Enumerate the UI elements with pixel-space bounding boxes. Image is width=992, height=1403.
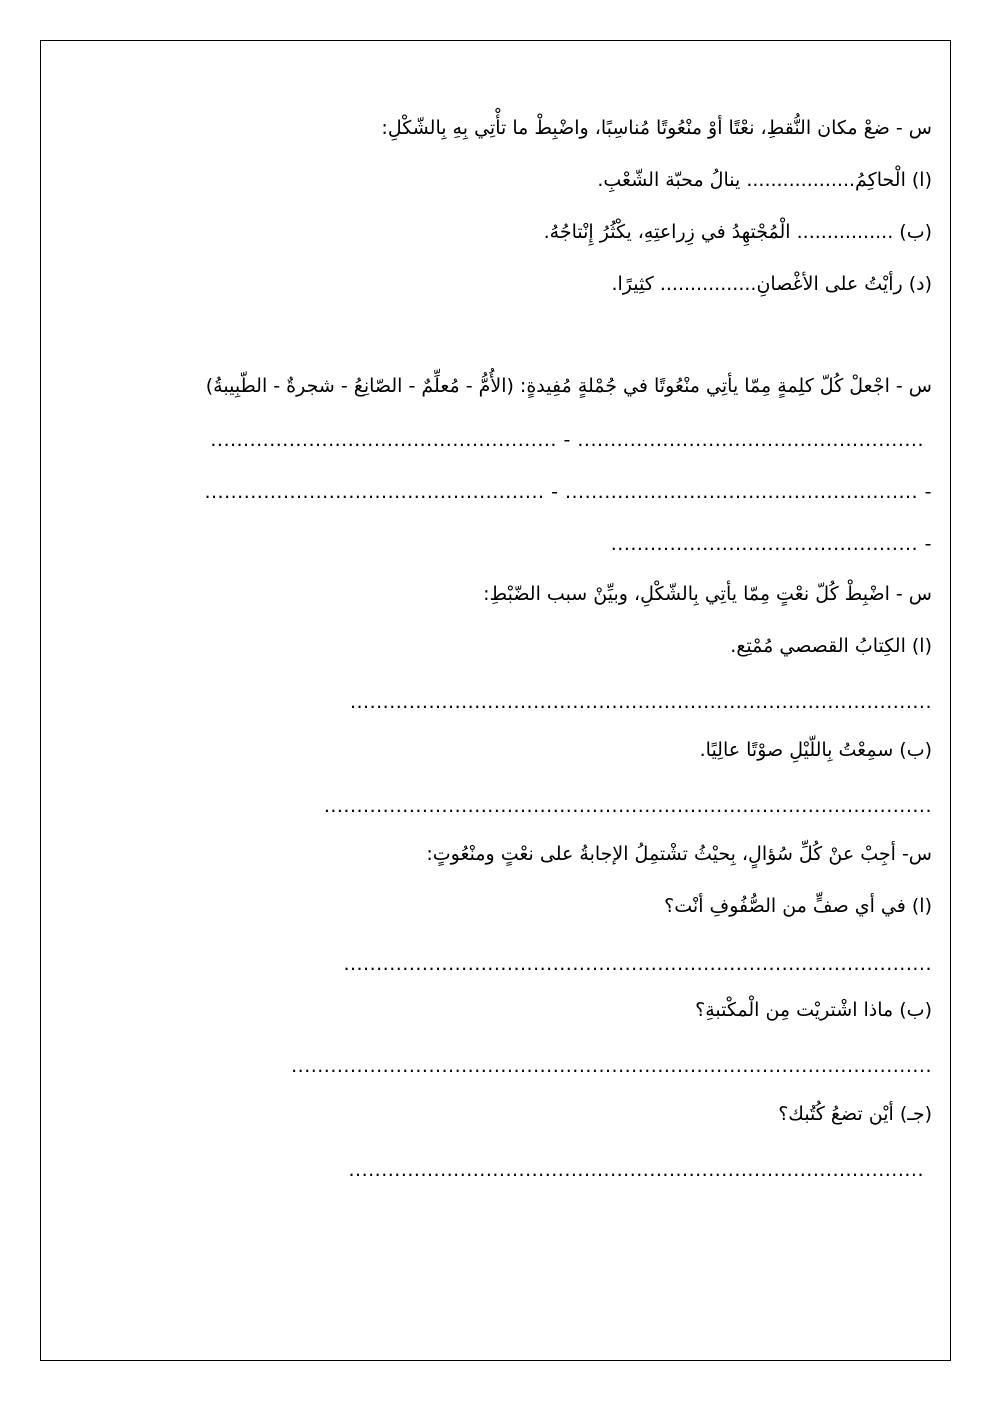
q4-item-a: (ا) في أي صفٍّ من الصُّفُوفِ أنْت؟ xyxy=(664,895,932,917)
q3-item-b: (ب) سمِعْتُ بِاللّيْلِ صوْتًا عالِيًا. xyxy=(699,739,932,761)
q4-item-b: (ب) ماذا اشْتريْت مِن الْمكْتبةِ؟ xyxy=(695,999,932,1021)
q2-answer-line-1[interactable]: ..................................................... - ..................................................... xyxy=(210,429,924,451)
q4-prompt: س- أجِبْ عنْ كُلِّ سُؤالٍ، بِحيْثُ تشْتمِلُ الإجابةُ على نعْتٍ ومنْعُوتٍ: xyxy=(426,843,932,865)
q4-item-c: (جـ) أيْن تضعُ كُتُبك؟ xyxy=(778,1103,932,1125)
q1-item-d: (د) رأيْتُ على الأغْصانِ................ كثِيرًا. xyxy=(611,273,932,295)
q4-answer-b[interactable]: .................................................................................................. xyxy=(291,1055,932,1077)
q3-answer-b[interactable]: ............................................................................................. xyxy=(323,795,932,817)
q1-item-b: (ب) ................ الْمُجْتهِدُ في زِراعتِهِ، يكْثُرُ إِنْتاجُهُ. xyxy=(543,221,932,243)
q1-item-a: (ا) الْحاكِمُ.................. ينالُ محبّة الشّعْبِ. xyxy=(597,169,932,191)
q1-prompt: س - ضعْ مكان النُّقطِ، نعْتًا أوْ منْعُوتًا مُناسِبًا، واضْبِطْ ما تأْتِي بِهِ بِالشّكْلِ: xyxy=(381,117,932,139)
q2-prompt: س - اجْعلْ كُلّ كلِمةٍ مِمّا يأتِي منْعُوتًا في جُمْلةٍ مُفِيدةٍ: (الأُمُّ - مُعلِّمٌ - الصّانِعُ - شجرةٌ - الطّبِيبةُ) xyxy=(205,375,932,397)
q4-answer-c[interactable]: ........................................................................................ xyxy=(348,1159,924,1181)
q3-item-a: (ا) الكِتابُ القصصي مُمْتِع. xyxy=(730,635,932,657)
q3-prompt: س - اضْبِطْ كُلّ نعْتٍ مِمّا يأتِي بِالشّكْلِ، وبيِّنْ سبب الضّبْطِ: xyxy=(483,583,932,605)
q3-answer-a[interactable]: ......................................................................................... xyxy=(349,691,932,713)
q2-answer-line-3[interactable]: - ............................................... xyxy=(610,533,932,555)
q2-answer-line-2[interactable]: - ...................................................... - .................................................... xyxy=(204,481,932,503)
q4-answer-a[interactable]: .......................................................................................... xyxy=(343,953,932,975)
